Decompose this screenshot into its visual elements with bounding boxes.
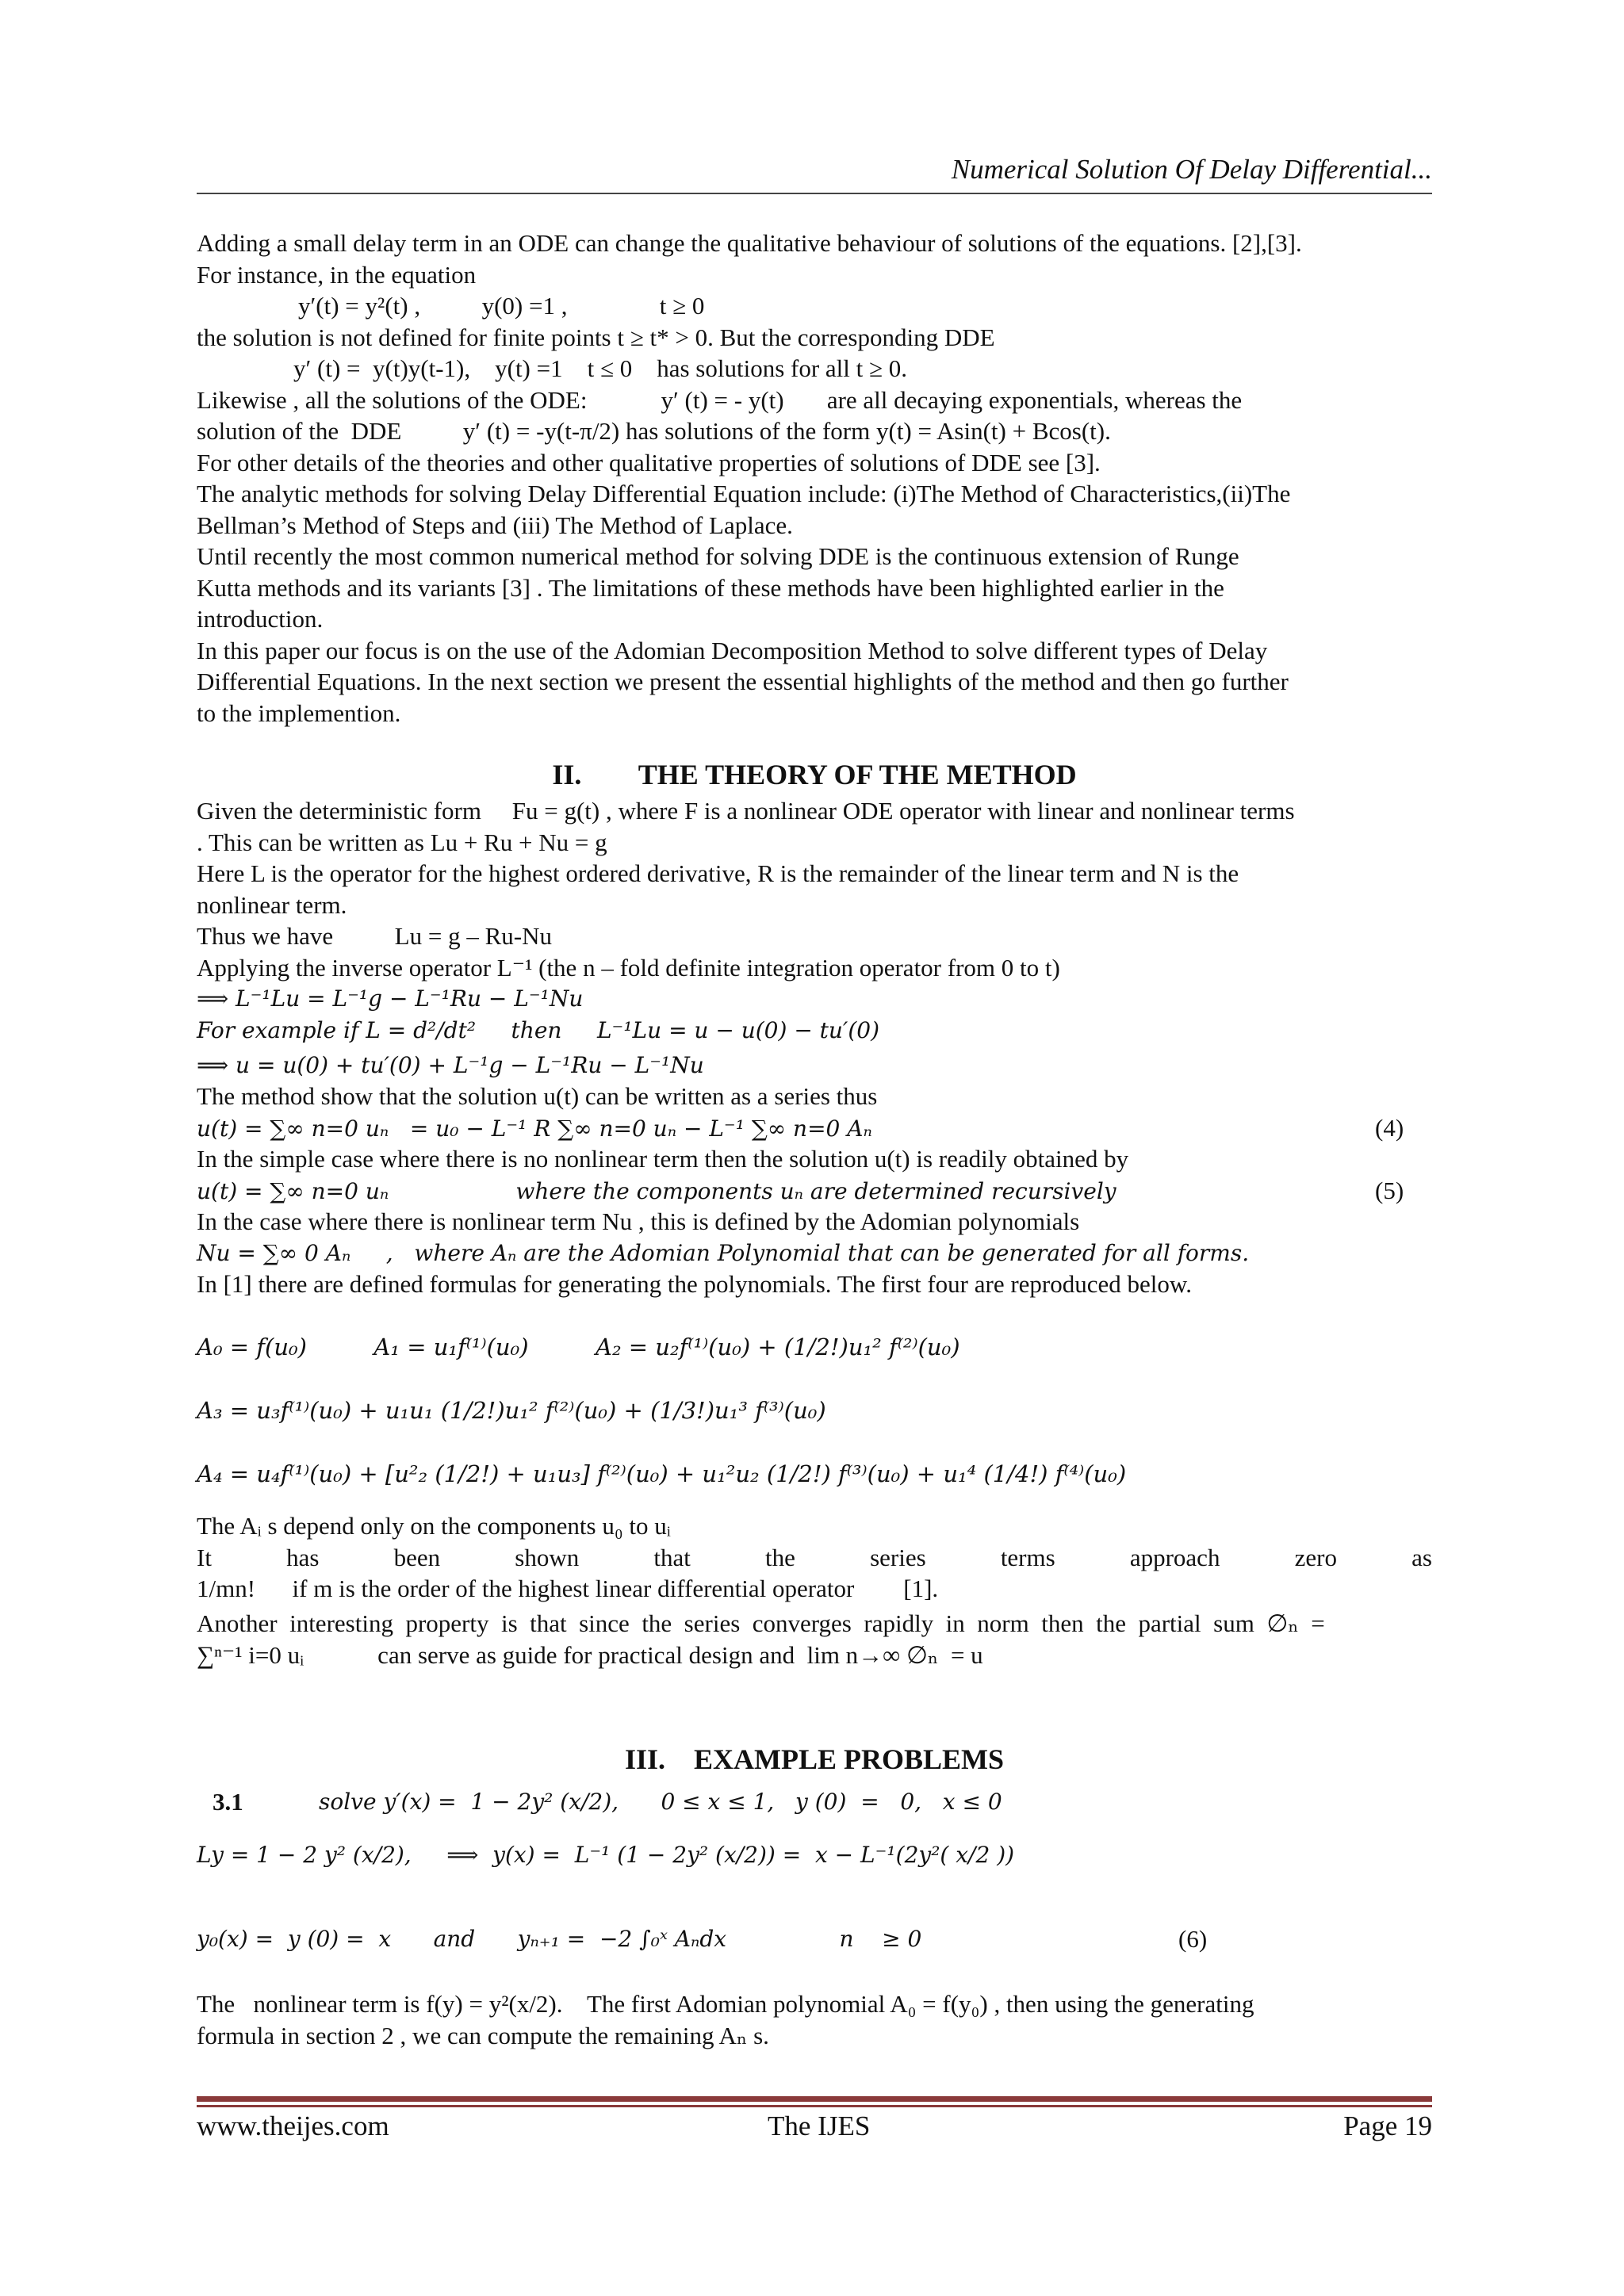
- text-line: In this paper our focus is on the use of the Adomian Decomposition Method to solve different types of Delay: [197, 636, 1268, 664]
- word: the: [765, 1543, 795, 1571]
- section3-text: [197, 1988, 1432, 2051]
- problem-number: 3.1: [213, 1788, 243, 1816]
- section-heading: II. THE THEORY OF THE METHOD: [552, 759, 1077, 790]
- polynomial-A0: A₀ = f(u₀): [197, 1334, 307, 1360]
- text-line: Applying the inverse operator L⁻¹ (the n – fold definite integration operator from 0 to t): [197, 953, 1060, 982]
- text-line: Bellman’s Method of Steps and (iii) The Method of Laplace.: [197, 511, 793, 539]
- text-line: [197, 1542, 1432, 1574]
- text-line: . This can be written as Lu + Ru + Nu = g: [197, 828, 607, 856]
- text-line: Here L is the operator for the highest ordered derivative, R is the remainder of the linear term and N is the: [197, 859, 1239, 887]
- text-line: The method show that the solution u(t) can be written as a series thus: [197, 1082, 878, 1110]
- footer-page-number: Page 19: [1343, 2110, 1432, 2141]
- recursion-equation: y₀(x) = y (0) = x and yₙ₊₁ = −2 ∫₀ˣ Aₙdx n ≥ 0: [197, 1926, 922, 1952]
- equation-line-5: [197, 1175, 1432, 1207]
- intro-block: [197, 228, 1432, 729]
- text-line: Given the deterministic form Fu = g(t) , where F is a nonlinear ODE operator with linear and nonlinear terms: [197, 797, 1295, 825]
- ly-equation: Ly = 1 − 2 y² (x/2), ⟹ y(x) = L⁻¹ (1 − 2y² (x/2)) = x − L⁻¹(2y²( x/2 )): [197, 1842, 1015, 1868]
- text-line: The Aᵢ s depend only on the components u₀ to uᵢ: [197, 1512, 671, 1540]
- word: has: [286, 1543, 320, 1571]
- footer-journal: The IJES: [768, 2110, 871, 2141]
- equation-line-4: [197, 1112, 1432, 1144]
- footer-rule: [197, 2096, 1432, 2102]
- equation-line: Nu = ∑∞ 0 Aₙ , where Aₙ are the Adomian Polynomial that can be generated for all forms.: [197, 1239, 1250, 1266]
- polynomial-A3: A₃ = u₃f⁽¹⁾(u₀) + u₁u₁ (1/2!)u₁² f⁽²⁾(u₀) + (1/3!)u₁³ f⁽³⁾(u₀): [197, 1397, 826, 1424]
- text-line: For instance, in the equation: [197, 260, 477, 289]
- word: series: [870, 1543, 926, 1571]
- equation-line: ⟹ L⁻¹Lu = L⁻¹g − L⁻¹Ru − L⁻¹Nu: [197, 985, 584, 1012]
- word: been: [393, 1543, 441, 1571]
- text-line: In the simple case where there is no nonlinear term then the solution u(t) is readily obtained by: [197, 1145, 1129, 1173]
- text-line: The nonlinear term is f(y) = y²(x/2). The first Adomian polynomial A₀ = f(y₀) , then using the generating: [197, 1990, 1254, 2018]
- equation-line: y′ (t) = y(t)y(t-1), y(t) =1 t ≤ 0 has solutions for all t ≥ 0.: [293, 354, 908, 382]
- header-rule: [197, 193, 1432, 194]
- text-line: The analytic methods for solving Delay Differential Equation include: (i)The Method of Characteristics,(ii)The: [197, 480, 1291, 507]
- text-line: to the implemention.: [197, 698, 401, 727]
- section2-block: [197, 795, 1432, 1300]
- text-line: ∑ⁿ⁻¹ i=0 uᵢ can serve as guide for practical design and lim n→∞ ∅ₙ = u: [197, 1640, 983, 1669]
- series-equation: u(t) = ∑∞ n=0 uₙ = u₀ − L⁻¹ R ∑∞ n=0 uₙ − L⁻¹ ∑∞ n=0 Aₙ: [197, 1115, 872, 1142]
- problem-statement: solve y′(x) = 1 − 2y² (x/2), 0 ≤ x ≤ 1, y (0) = 0, x ≤ 0: [319, 1789, 1002, 1815]
- series-equation: u(t) = ∑∞ n=0 uₙ where the components uₙ are determined recursively: [197, 1177, 1116, 1204]
- equation-number: (5): [1375, 1176, 1404, 1204]
- text-line: In the case where there is nonlinear term Nu , this is defined by the Adomian polynomials: [197, 1207, 1080, 1235]
- word: that: [653, 1543, 691, 1571]
- word: as: [1411, 1543, 1432, 1571]
- equation-line: ⟹ u = u(0) + tu′(0) + L⁻¹g − L⁻¹Ru − L⁻¹Nu: [197, 1051, 704, 1078]
- word: approach: [1129, 1543, 1220, 1571]
- text-line: Likewise , all the solutions of the ODE: y′ (t) = - y(t) are all decaying exponentials, whereas the: [197, 385, 1243, 414]
- adomian-polynomials-row-1: [197, 1332, 960, 1364]
- text-line: Kutta methods and its variants [3] . The limitations of these methods have been highlighted earlier in the: [197, 573, 1224, 602]
- text-line: introduction.: [197, 605, 324, 633]
- word: zero: [1294, 1543, 1337, 1571]
- text-line: the solution is not defined for finite points t ≥ t* > 0. But the corresponding DDE: [197, 323, 995, 351]
- footer-rule: [197, 2105, 1432, 2107]
- word: It: [197, 1543, 212, 1571]
- polynomial-notes: [197, 1510, 1432, 1670]
- text-line: formula in section 2 , we can compute the remaining Aₙ s.: [197, 2021, 769, 2049]
- footer-website: www.theijes.com: [197, 2110, 389, 2141]
- polynomial-A2: A₂ = u₂f⁽¹⁾(u₀) + (1/2!)u₁² f⁽²⁾(u₀): [596, 1334, 960, 1360]
- running-header: Numerical Solution Of Delay Differential...: [951, 154, 1432, 185]
- text-line: Thus we have Lu = g – Ru-Nu: [197, 922, 552, 950]
- text-line: Until recently the most common numerical method for solving DDE is the continuous extension of Runge: [197, 542, 1239, 570]
- equation-line: For example if L = d²/dt² then L⁻¹Lu = u − u(0) − tu′(0): [197, 1016, 879, 1043]
- text-line: Adding a small delay term in an ODE can change the qualitative behaviour of solutions of the equations. [2],[3].: [197, 229, 1302, 257]
- polynomial-A4: A₄ = u₄f⁽¹⁾(u₀) + [u²₂ (1/2!) + u₁u₃] f⁽²⁾(u₀) + u₁²u₂ (1/2!) f⁽³⁾(u₀) + u₁⁴ (1/4!) f⁽⁴⁾(u₀): [197, 1460, 1127, 1487]
- polynomial-A1: A₁ = u₁f⁽¹⁾(u₀): [373, 1334, 529, 1360]
- text-line: nonlinear term.: [197, 890, 347, 919]
- text-line: Differential Equations. In the next section we present the essential highlights of the method and then go further: [197, 668, 1289, 695]
- equation-number: (6): [1178, 1925, 1208, 1953]
- text-line: 1/mn! if m is the order of the highest linear differential operator [1].: [197, 1575, 939, 1602]
- equation-number: (4): [1375, 1113, 1404, 1142]
- text-line: solution of the DDE y′ (t) = -y(t-π/2) has solutions of the form y(t) = Asin(t) + Bcos(t).: [197, 417, 1111, 445]
- text-line: In [1] there are defined formulas for generating the polynomials. The first four are reproduced below.: [197, 1270, 1193, 1298]
- word: terms: [1000, 1543, 1055, 1571]
- text-line: For other details of the theories and other qualitative properties of solutions of DDE see [3].: [197, 448, 1101, 476]
- text-line: Another interesting property is that since the series converges rapidly in norm then the partial sum ∅ₙ =: [197, 1609, 1325, 1637]
- word: shown: [515, 1543, 580, 1571]
- equation-line: y′(t) = y²(t) , y(0) =1 , t ≥ 0: [298, 292, 705, 320]
- section-heading: III. EXAMPLE PROBLEMS: [624, 1743, 1005, 1775]
